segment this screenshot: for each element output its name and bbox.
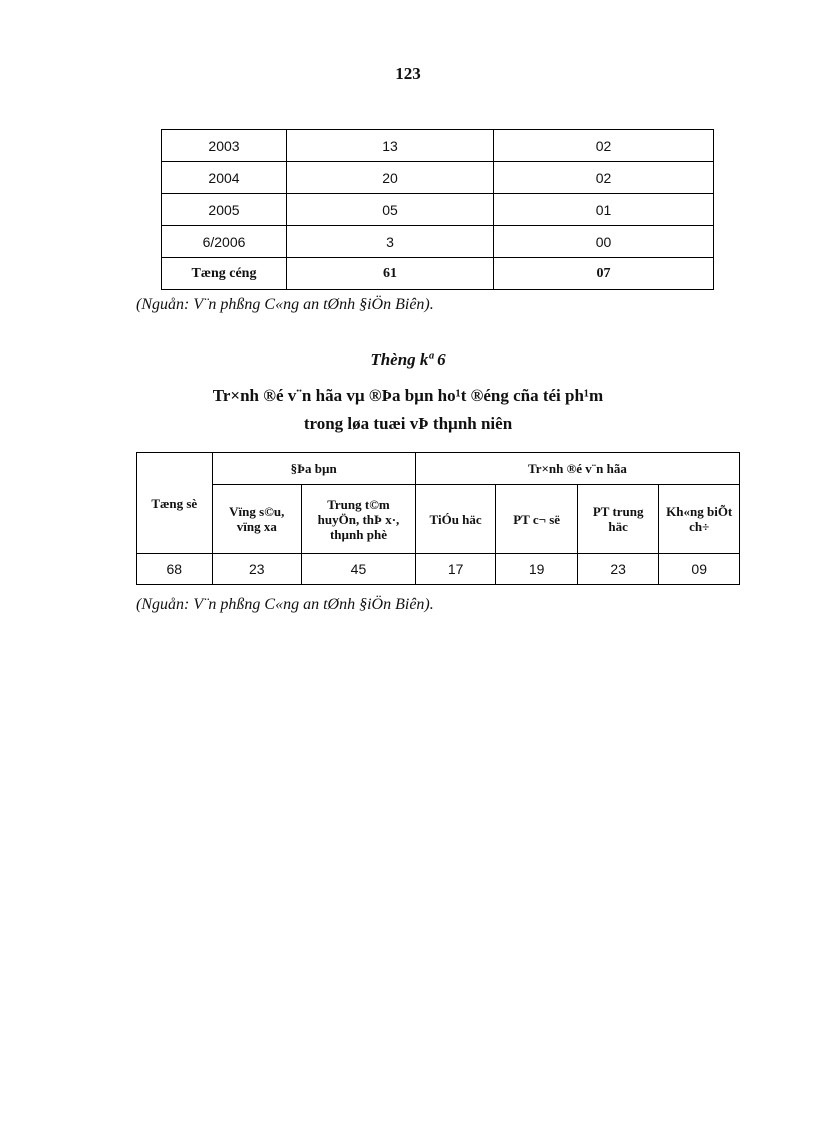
value-cell: 23 [212, 554, 302, 585]
subheader-row [137, 485, 740, 554]
table-title-continued: trong løa tuæi vÞ thµnh niên [303, 414, 513, 433]
table-row [162, 194, 714, 226]
value-cell: 45 [302, 554, 416, 585]
year-statistics-table [161, 129, 714, 290]
source-note: (Nguån: V¨n phßng C«ng an tØnh §iÖn Biên). [136, 296, 434, 313]
header-remote: Vïng s©u, vïng xa [212, 485, 302, 554]
total-value: 07 [494, 258, 714, 290]
year-cell: 2005 [162, 194, 287, 226]
table-row [162, 226, 714, 258]
table-row [162, 130, 714, 162]
value-cell: 20 [287, 162, 494, 194]
table-title: Tr×nh ®é v¨n hãa vµ ®Þa bµn ho¹t ®éng cña téi ph¹m [212, 386, 604, 405]
value-cell: 13 [287, 130, 494, 162]
total-row [162, 258, 714, 290]
header-total: Tæng sè [137, 453, 213, 554]
year-cell: 2003 [162, 130, 287, 162]
year-cell: 2004 [162, 162, 287, 194]
header-row [137, 453, 740, 485]
value-cell: 23 [577, 554, 659, 585]
table-row [137, 554, 740, 585]
header-secondary: PT c¬ së [496, 485, 578, 554]
table-row [162, 162, 714, 194]
header-unknown: Kh«ng biÕt ch÷ [659, 485, 740, 554]
value-cell: 3 [287, 226, 494, 258]
value-cell: 02 [494, 162, 714, 194]
education-area-table [136, 452, 740, 585]
year-cell: 6/2006 [162, 226, 287, 258]
table-label: Thèng kª 6 [370, 350, 446, 369]
value-cell: 05 [287, 194, 494, 226]
header-primary: TiÓu häc [415, 485, 496, 554]
value-cell: 02 [494, 130, 714, 162]
page-number: 123 [395, 64, 421, 83]
value-cell: 17 [415, 554, 496, 585]
total-label: Tæng céng [162, 258, 287, 290]
value-cell: 09 [659, 554, 740, 585]
value-cell: 00 [494, 226, 714, 258]
header-education: Tr×nh ®é v¨n hãa [415, 453, 739, 485]
source-note: (Nguån: V¨n phßng C«ng an tØnh §iÖn Biên). [136, 596, 434, 613]
header-area: §Þa bµn [212, 453, 415, 485]
value-cell: 01 [494, 194, 714, 226]
total-value: 61 [287, 258, 494, 290]
header-center: Trung t©m huyÖn, thÞ x·, thµnh phè [302, 485, 416, 554]
value-cell: 68 [137, 554, 213, 585]
value-cell: 19 [496, 554, 578, 585]
header-high: PT trung häc [577, 485, 659, 554]
